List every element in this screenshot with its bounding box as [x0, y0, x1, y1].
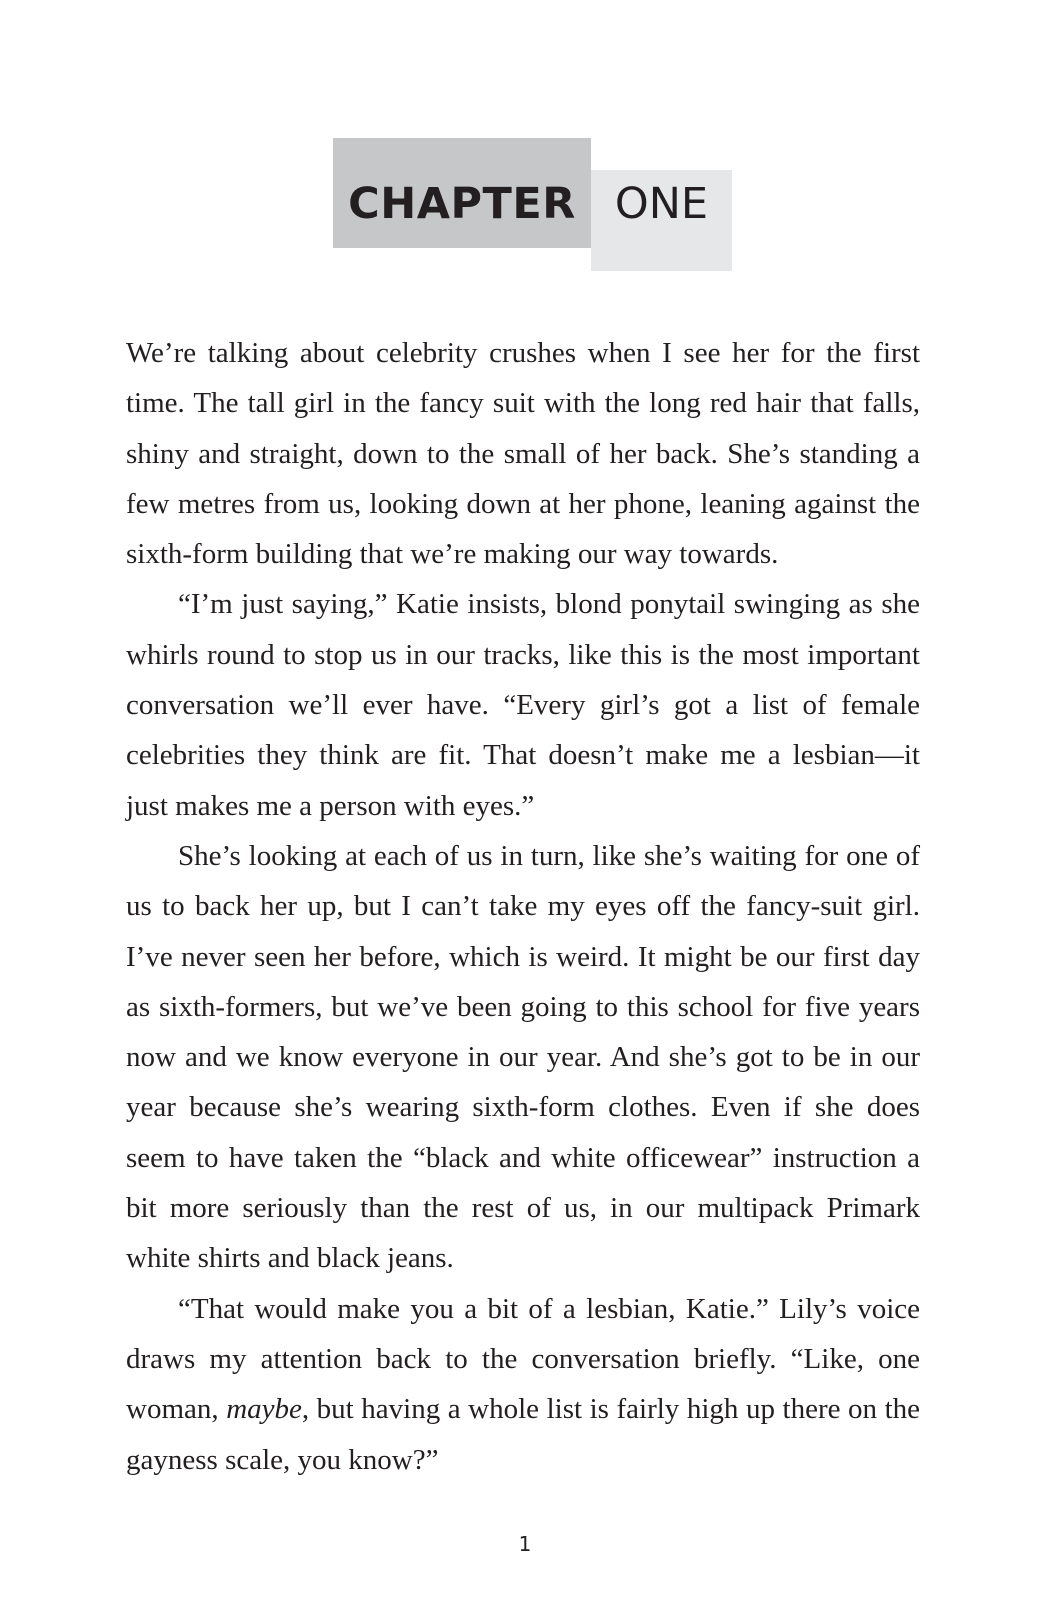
- paragraph: [126, 579, 920, 830]
- paragraph-text: “I’m just saying,” Katie insists, blond ponytail swinging as she whirls round to stop us in our tracks, like this is the most important conversation we’ll ever have. “Every girl’s got a list of female celebrities they think are fit. That doesn’t make me a lesbian—it just makes me a person with eyes.”: [126, 588, 920, 822]
- paragraph-text: “That would make you a bit of a lesbian, Katie.” Lily’s voice draws my attention back to the conversation briefly. “Like, one woman,: [126, 1292, 920, 1426]
- paragraph-text: , but having a whole list is fairly high up there on the gayness scale, you know?”: [126, 1393, 921, 1476]
- chapter-number: ONE: [614, 179, 709, 229]
- chapter-heading: [0, 0, 1050, 280]
- paragraph: [126, 328, 920, 579]
- paragraph: [126, 1284, 920, 1485]
- page-number: 1: [518, 1532, 532, 1556]
- chapter-body: [126, 328, 920, 1485]
- paragraph: [126, 831, 920, 1284]
- paragraph-text: She’s looking at each of us in turn, like she’s waiting for one of us to back her up, but I can’t take my eyes off the fancy-suit girl. I’ve never seen her before, which is weird. It might be our first day as sixth-formers, but we’ve been going to this school for five years now and we know everyone in our year. And she’s got to be in our year because she’s wearing sixth-form clothes. Even if she does seem to have taken the “black and white officewear” instruction a bit more seriously than the rest of us, in our multipack Primark white shirts and black jeans.: [126, 839, 920, 1275]
- paragraph-text: We’re talking about celebrity crushes when I see her for the first time. The tall girl in the fancy suit with the long red hair that falls, shiny and straight, down to the small of her back. She’s standing a few metres from us, looking down at her phone, leaning against the sixth-form building that we’re making our way towards.: [126, 337, 920, 571]
- emphasis-text: maybe: [226, 1393, 302, 1426]
- chapter-label: CHAPTER: [348, 179, 576, 229]
